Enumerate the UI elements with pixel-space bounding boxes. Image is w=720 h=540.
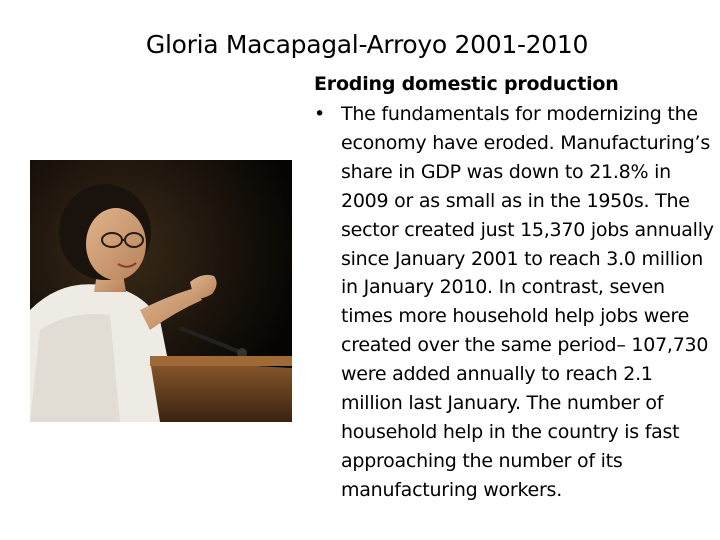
- speaker-photo-image: [30, 160, 292, 422]
- content-area: [314, 70, 714, 505]
- section-subheading: Eroding domestic production: [314, 73, 619, 95]
- slide-title: Gloria Macapagal-Arroyo 2001-2010: [145, 30, 589, 59]
- bullet-item: [314, 100, 714, 505]
- speaker-photo: [30, 160, 292, 422]
- bullet-text: The fundamentals for modernizing the economy have eroded. Manufacturing’s share in GDP was down to 21.8% in 2009 or as small as in the 1950s. The sector created just 15,370 jobs annually since January 2001 to reach 3.0 million in January 2010. In contrast, seven times more household help jobs were created over the same period– 107,730 were added annually to reach 2.1 million last January. The number of household help in the country is fast approaching the number of its manufacturing workers.: [341, 103, 714, 501]
- bullet-symbol: •: [314, 103, 325, 125]
